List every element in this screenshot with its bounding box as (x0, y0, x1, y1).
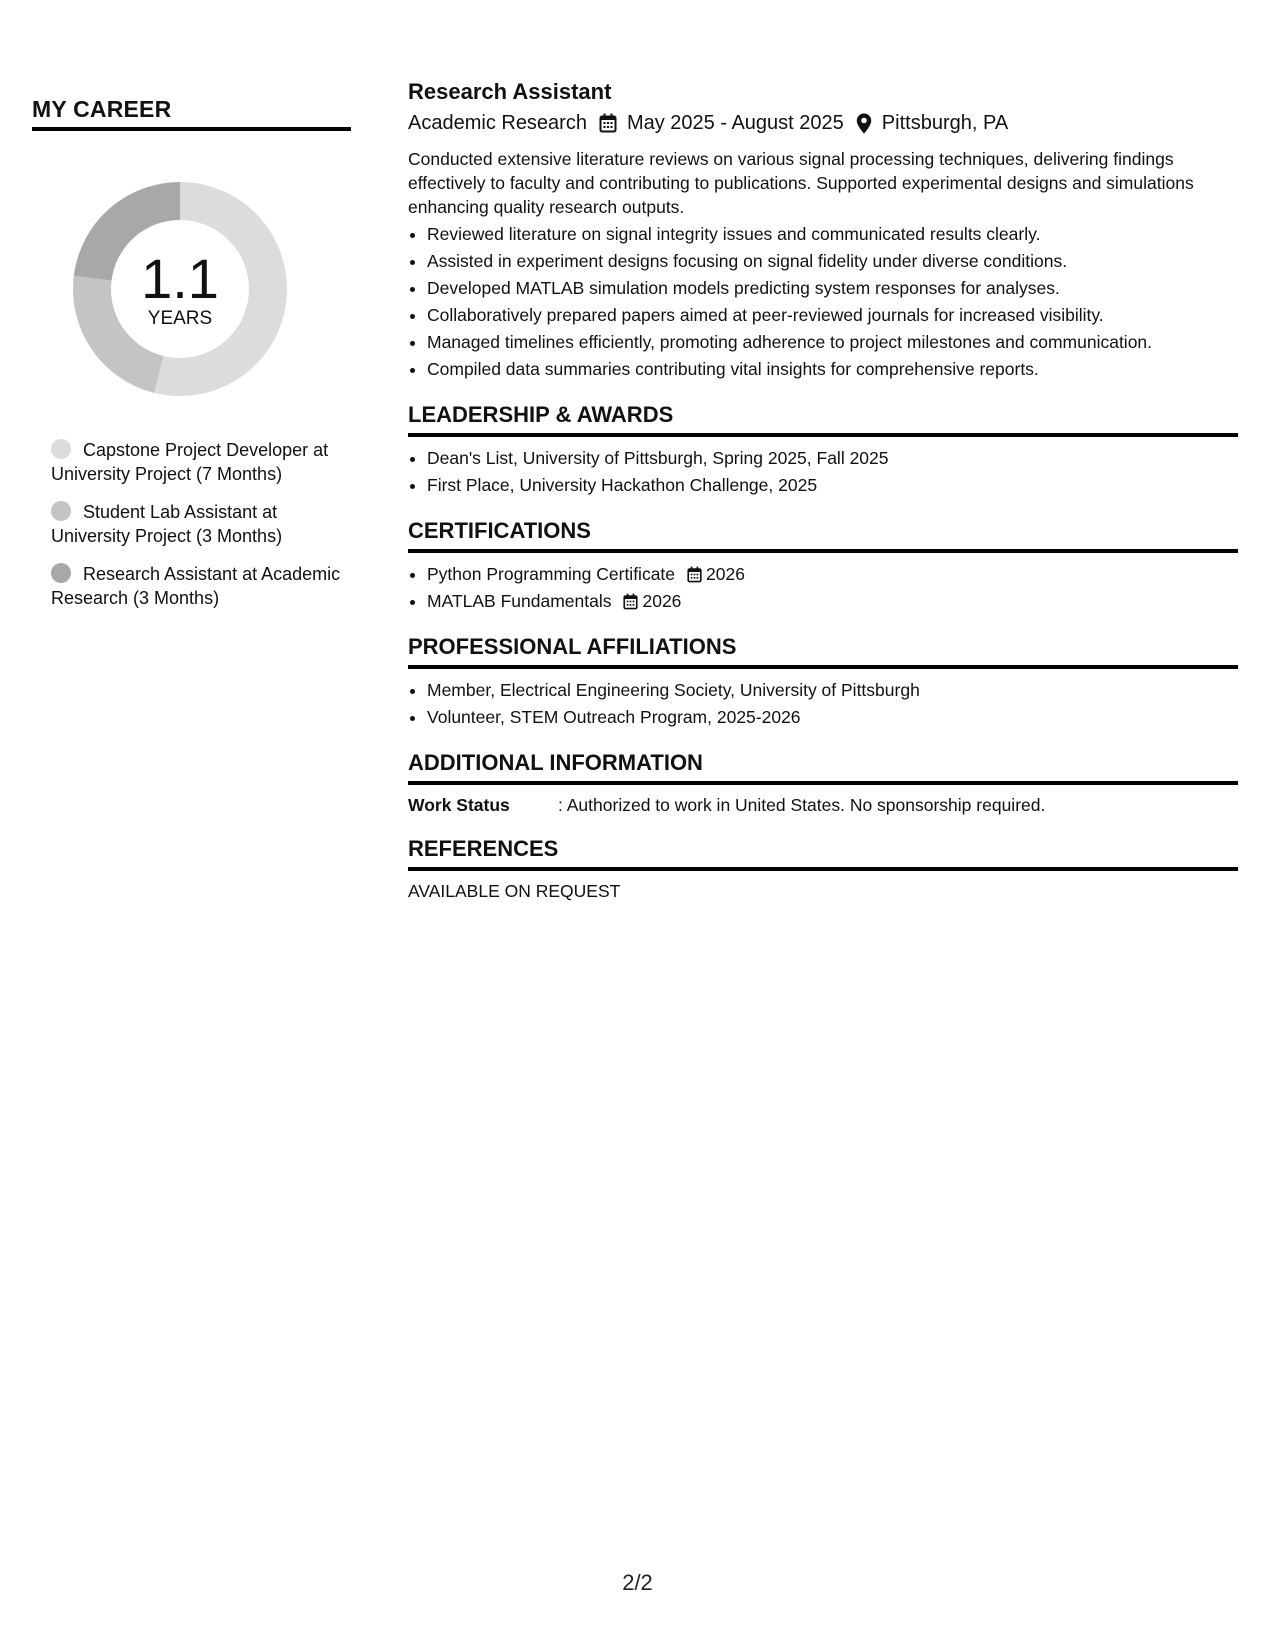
list-item: • First Place, University Hackathon Challenge, 2025 (427, 472, 1238, 499)
legend-item (51, 500, 341, 548)
leadership-list (408, 445, 1238, 499)
list-item: • Assisted in experiment designs focusing on signal fidelity under diverse conditions. (427, 248, 1238, 275)
main-content (408, 78, 1238, 903)
list-item: • Collaboratively prepared papers aimed at peer-reviewed journals for increased visibility. (427, 302, 1238, 329)
legend-dot (51, 501, 71, 521)
leadership-section (408, 401, 1238, 499)
work-status-row (408, 793, 1238, 817)
legend-label: Capstone Project Developer at University Project (7 Months) (51, 440, 329, 484)
job-description: Conducted extensive literature reviews on various signal processing techniques, delivering findings effectively to faculty and contributing to publications. Supported experimental designs and simulations enhancing quality research outputs. (408, 149, 1194, 217)
list-item: • Reviewed literature on signal integrity issues and communicated results clearly. (427, 221, 1238, 248)
list-item: • Dean's List, University of Pittsburgh, Spring 2025, Fall 2025 (427, 445, 1238, 472)
career-legend (51, 438, 341, 610)
cert-year: 2026 (642, 591, 682, 611)
job-dates: May 2025 - August 2025 (626, 112, 844, 134)
section-heading: CERTIFICATIONS (408, 517, 1238, 553)
career-years-unit: YEARS (147, 308, 213, 329)
legend-label: Student Lab Assistant at University Project (3 Months) (51, 502, 283, 546)
career-years-value: 1.1 (141, 247, 219, 310)
legend-label: Research Assistant at Academic Research (3 Months) (51, 564, 341, 608)
work-status-label: Work Status (408, 795, 510, 815)
list-item: • Member, Electrical Engineering Society, University of Pittsburgh (427, 677, 1238, 704)
references-section (408, 835, 1238, 903)
career-title: MY CAREER (32, 96, 351, 131)
cert-year: 2026 (706, 564, 745, 584)
legend-dot (51, 563, 71, 583)
certifications-list (408, 561, 1238, 615)
affiliations-list (408, 677, 1238, 731)
section-heading: ADDITIONAL INFORMATION (408, 749, 1238, 785)
job-meta (408, 109, 1238, 137)
section-heading: REFERENCES (408, 835, 1238, 871)
section-heading: PROFESSIONAL AFFILIATIONS (408, 633, 1238, 669)
list-item: • Managed timelines efficiently, promoting adherence to project milestones and communication. (427, 329, 1238, 356)
list-item: • Volunteer, STEM Outreach Program, 2025-2026 (427, 704, 1238, 731)
section-heading: LEADERSHIP & AWARDS (408, 401, 1238, 437)
affiliations-section (408, 633, 1238, 731)
job-bullets (408, 221, 1238, 383)
calendar-icon (599, 113, 617, 133)
experience-entry (408, 78, 1238, 383)
job-location: Pittsburgh, PA (881, 112, 1009, 134)
list-item (427, 588, 1238, 615)
cert-name: • MATLAB Fundamentals (427, 591, 612, 611)
legend-dot (51, 439, 71, 459)
list-item (427, 561, 1238, 588)
cert-name: • Python Programming Certificate (427, 564, 676, 584)
calendar-icon (623, 593, 638, 610)
legend-item (51, 562, 341, 610)
job-title: Research Assistant (408, 79, 612, 104)
additional-info-section (408, 749, 1238, 817)
legend-item (51, 438, 341, 486)
donut-center (65, 174, 295, 404)
calendar-icon (687, 566, 702, 583)
location-pin-icon (856, 113, 872, 134)
list-item: • Developed MATLAB simulation models predicting system responses for analyses. (427, 275, 1238, 302)
career-sidebar (32, 96, 351, 624)
references-text: AVAILABLE ON REQUEST (408, 881, 621, 901)
list-item: • Compiled data summaries contributing vital insights for comprehensive reports. (427, 356, 1238, 383)
job-company: Academic Research (408, 112, 587, 134)
certifications-section (408, 517, 1238, 615)
page-number: 2/2 (622, 1570, 653, 1595)
work-status-value: : Authorized to work in United States. No sponsorship required. (558, 795, 1046, 815)
career-donut-chart (65, 174, 295, 404)
